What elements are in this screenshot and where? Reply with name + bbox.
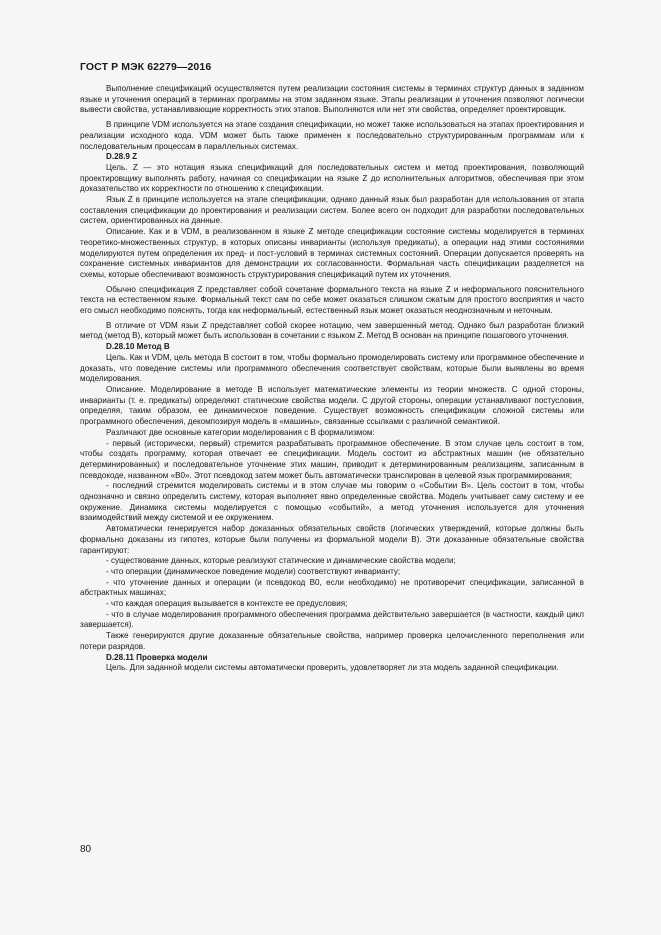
paragraph: Описание. Моделирование в методе B использует математические элементы из теории множеств. С одной стороны, инварианты (т. е. предикаты) определяют статические свойства модели. С другой стороны, операции устанавливают постусловия, определяя, таким образом, ее динамическое поведение. Существует возможность спецификации сложной системы или программного обеспечения, декомпозируя модель в «машины», связанные ссылками с различной семантикой. [80,384,584,427]
paragraph: Цель. Как и VDM, цель метода B состоит в том, чтобы формально промоделировать систему или программное обеспечение и доказать, что поведение системы или программного обеспечения соответствует свойствам, которые были выявлены во время моделирования. [80,352,584,384]
paragraph: Автоматически генерируется набор доказанных обязательных свойств (логических утверждений, которые должны быть формально доказаны из гипотез, которые были получены из формальной модели B). Эти доказанные обязательные свойства гарантируют: [80,524,584,555]
paragraph: - что операции (динамическое поведение модели) соответствуют инварианту; [106,566,401,576]
paragraph: Язык Z в принципе используется на этапе спецификации, однако данный язык был разработан для использования от этапа составления спецификации до проектирования и реализации систем. Более всего он подходит для разработки последовательных систем, ориентированных на данные. [80,195,584,226]
paragraph: - что каждая операция вызывается в контексте ее предусловия; [106,599,348,609]
paragraph: Обычно спецификация Z представляет собой сочетание формального текста на языке Z и неформального пояснительного текста на естественном языке. Формальный текст сам по себе может оказаться слишком сжатым для простого восприятия и часто его смысл необходимо пояснять, тогда как неформальный, естественный язык может оказаться неоднозначным и неточным. [80,284,584,316]
paragraph: - что уточнение данных и операции (и псевдокод B0, если необходимо) не противоречит спецификации, записанной в абстрактных машинах; [80,577,584,598]
paragraph: Выполнение спецификаций осуществляется путем реализации состояния системы в терминах структур данных в заданном языке и уточнения операций в терминах программы на этом заданном языке. Этапы реализации и уточнения позволяют логически вывести свойства, устанавливающие корректность этих этапов. Выполняются или нет эти свойства, определяет проектировщик. [80,84,584,115]
paragraph: - существование данных, которые реализуют статические и динамические свойства модели; [106,556,456,566]
page-number: 80 [80,844,92,855]
section-heading: D.28.9 Z [106,152,138,162]
paragraph: Цель. Z — это нотация языка спецификаций для последовательных систем и метод проектирования, позволяющий проектировщику выполнять работу, начиная со спецификации на языке Z до исполнительных алгоритмов, обеспечивая при этом доказательство их корректности по отношению к спецификации. [80,162,584,194]
paragraph: Описание. Как и в VDM, в реализованном в языке Z методе спецификации состояние системы моделируется в терминах теоретико-множественных структур, в которых описаны инварианты (используя предикаты), а операции над этими состояниями моделируются путем определения их пред- и пост-условий в терминах системных состояний. Операции допускается проверять на сохранение системных инвариантов для демонстрации их согласованности. Формальная часть спецификации разделяется на схемы, которые обеспечивают возможность структурирования спецификаций путем их уточнения. [80,227,584,279]
paragraph: Цель. Для заданной модели системы автоматически проверить, удовлетворяет ли эта модель заданной спецификации. [106,663,559,673]
document-header: ГОСТ Р МЭК 62279—2016 [80,61,212,73]
paragraph: - что в случае моделирования программного обеспечения программа действительно завершается (в частности, каждый цикл завершается). [80,609,584,630]
paragraph: В отличие от VDM язык Z представляет собой скорее нотацию, чем завершенный метод. Однако был разработан близкий метод (метод B), который может быть использован в сочетании с языком Z. Метод B основан на принципе пошагового уточнения. [80,320,584,341]
paragraph: - первый (исторически, первый) стремится разрабатывать программное обеспечение. В этом случае цель состоит в том, чтобы создать программу, которая отвечает ее спецификации. Модель состоит из абстрактных машин (не обязательно детерминированных) и последовательное уточнение этих машин, приводит к детерминированным реализациям, записанным в псевдокоде, названном «B0». Этот псевдокод затем может быть автоматически транслирован в целевой язык программирования; [80,438,584,480]
paragraph: Различают две основные категории моделирования с B формализмом: [106,427,375,437]
document-body [80,84,584,674]
section-heading: D.28.11 Проверка модели [106,652,208,662]
paragraph: - последний стремится моделировать системы и в этом случае мы говорим о «Событии B». Цель состоит в том, чтобы однозначно и связно определить систему, которая выполняет явно определенные свойства. Модель учитывает саму систему и ее окружение. Динамика системы моделируется с помощью «событий», а метод уточнения используется для уточнения взаимодействий между системой и ее окружением. [80,481,584,523]
paragraph: Также генерируются другие доказанные обязательные свойства, например проверка целочисленного переполнения или потери разрядов. [80,631,584,651]
paragraph: В принципе VDM используется на этапе создания спецификации, но может также использоваться на этапах проектирования и реализации исходного кода. VDM может быть также применен к последовательно структурированным программам или к последовательным процессам в параллельных системах. [80,120,584,151]
section-heading: D.28.10 Метод B [106,342,170,352]
